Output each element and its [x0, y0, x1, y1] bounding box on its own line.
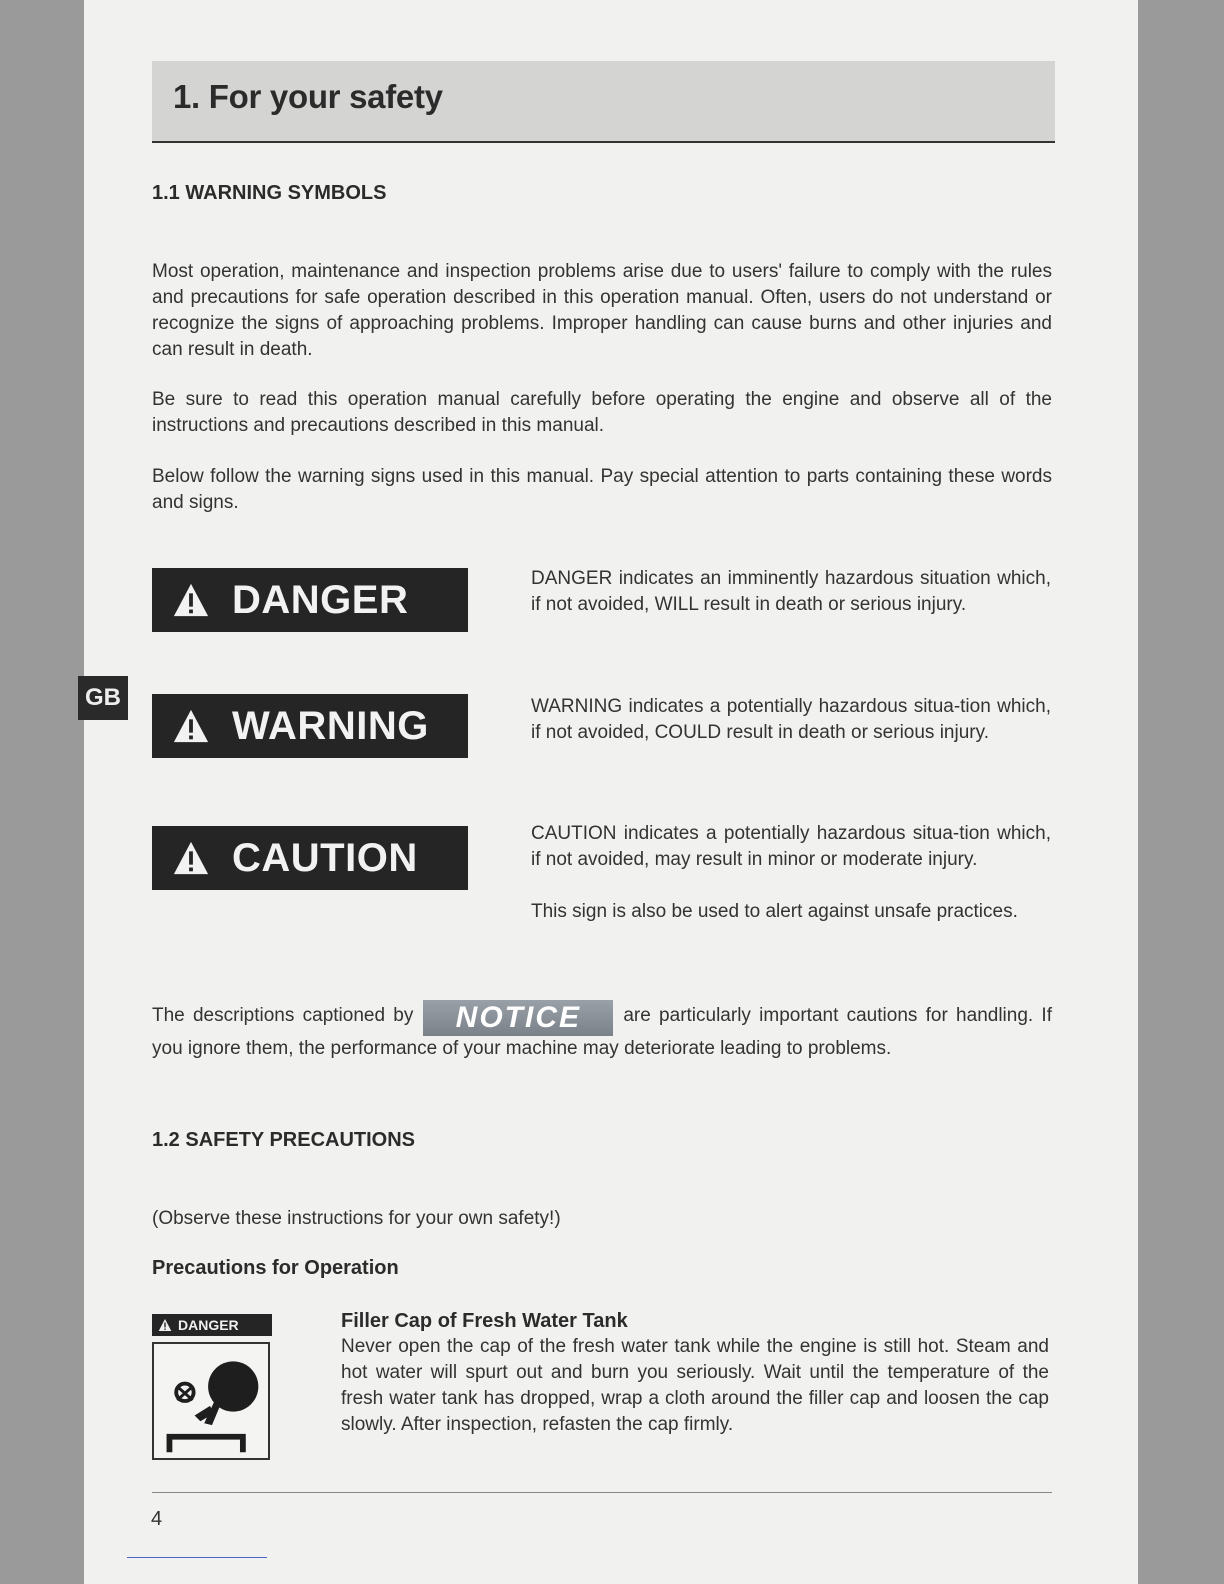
- notice-badge: NOTICE: [423, 1000, 613, 1036]
- notice-text-after: are particularly important cautions for handling. If you ignore them, the performance of your machine may deteriorate leading to problems.: [152, 1005, 1052, 1059]
- page-title: 1. For your safety: [173, 78, 443, 115]
- steam-burn-icon: [154, 1344, 268, 1458]
- warning-signs-paragraph: Below follow the warning signs used in this manual. Pay special attention to parts containing these words and signs.: [152, 466, 1052, 513]
- footer-divider: [152, 1492, 1052, 1493]
- warning-triangle-icon: [172, 581, 210, 619]
- notice-text-before: The descriptions captioned by: [152, 1005, 414, 1026]
- warning-triangle-icon: [158, 1318, 172, 1332]
- page-number: 4: [151, 1508, 163, 1530]
- intro-paragraph: Most operation, maintenance and inspection problems arise due to users' failure to comply with the rules and precautions for safe operation described in this operation manual. Often, users do not understand or recognize the signs of approaching problems. Improper handling can cause burns and other injuries and can result in death.: [152, 261, 1052, 360]
- danger-sign: [152, 568, 468, 632]
- warning-sign: [152, 694, 468, 758]
- warning-triangle-icon: [172, 839, 210, 877]
- danger-description: DANGER indicates an imminently hazardous situation which, if not avoided, WILL result in death or serious injury.: [531, 568, 1051, 615]
- warning-triangle-icon: [172, 707, 210, 745]
- filler-cap-title: Filler Cap of Fresh Water Tank: [341, 1310, 628, 1332]
- read-manual-paragraph: Be sure to read this operation manual carefully before operating the engine and observe all of the instructions and precautions described in this manual.: [152, 389, 1052, 436]
- caution-sign-label: CAUTION: [232, 835, 418, 880]
- hot-steam-pictogram: [152, 1342, 270, 1460]
- language-tab-gb: GB: [78, 676, 128, 720]
- notice-paragraph: [152, 1000, 1052, 1062]
- section-heading-safety-precautions: 1.2 SAFETY PRECAUTIONS: [152, 1129, 416, 1151]
- caution-extra-note: This sign is also be used to alert against unsafe practices.: [531, 901, 1018, 922]
- caution-sign: [152, 826, 468, 890]
- warning-sign-label: WARNING: [232, 703, 429, 748]
- danger-sign-label: DANGER: [232, 577, 409, 622]
- precautions-subheading: Precautions for Operation: [152, 1257, 399, 1279]
- filler-cap-text: Never open the cap of the fresh water tank while the engine is still hot. Steam and hot water will spurt out and burn you seriously. Wait until the temperature of the fresh water tank has dropped, wrap a cloth around the filler cap and loosen the cap slowly. After inspection, refasten the cap firmly.: [341, 1336, 1049, 1435]
- scan-artifact-line: [127, 1557, 267, 1558]
- mini-danger-label: DANGER: [178, 1317, 239, 1333]
- observe-instructions: (Observe these instructions for your own safety!): [152, 1208, 561, 1229]
- warning-description: WARNING indicates a potentially hazardous situa-tion which, if not avoided, COULD result in death or serious injury.: [531, 696, 1051, 743]
- caution-description: CAUTION indicates a potentially hazardous situa-tion which, if not avoided, may result in minor or moderate injury.: [531, 823, 1051, 870]
- mini-danger-badge: [152, 1314, 272, 1336]
- section-heading-warning-symbols: 1.1 WARNING SYMBOLS: [152, 182, 387, 204]
